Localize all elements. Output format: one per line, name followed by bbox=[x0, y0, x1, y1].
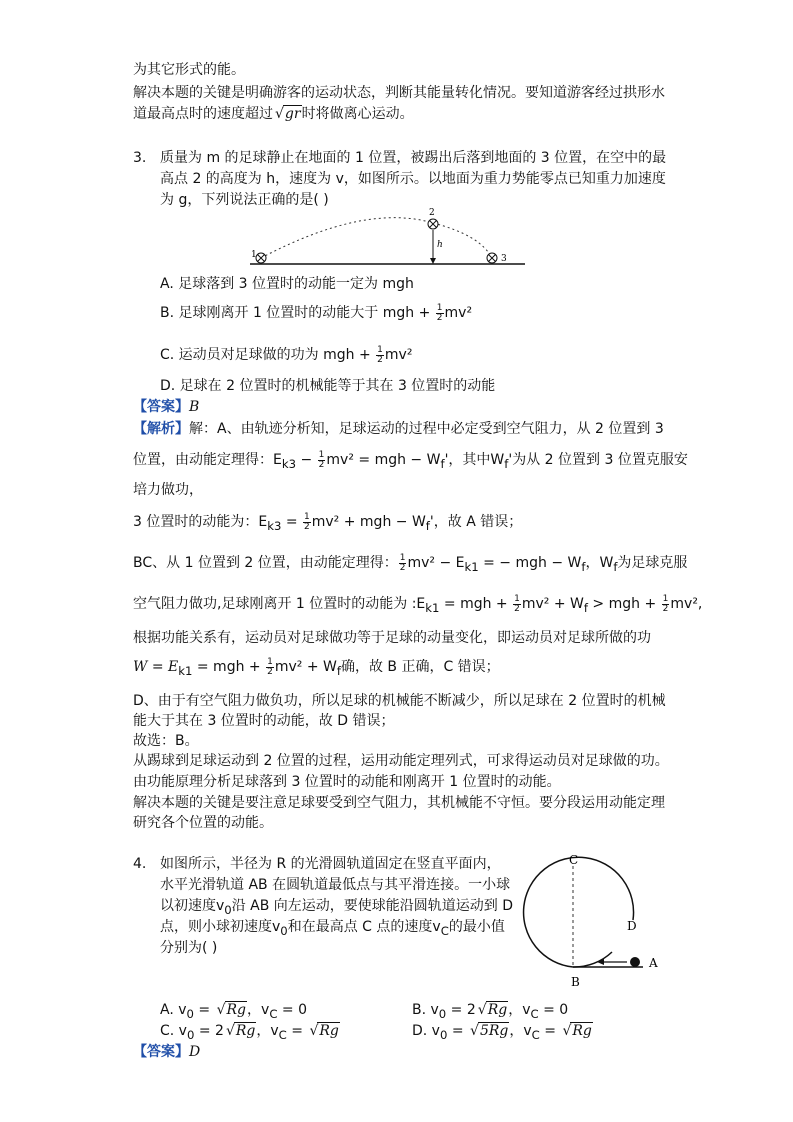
q4-option-b[interactable]: B. $v_0 = 2√$ Rg，$v_C = 0$ bbox=[412, 1000, 568, 1024]
label-1: 1 bbox=[251, 250, 257, 260]
q3-analysis-line-9: D、由于有空气阻力做负功，所以足球的机械能不断减少，所以足球在 2 位置时的机械 bbox=[133, 693, 666, 709]
q3-number: 3. bbox=[133, 150, 147, 166]
q3-option-c[interactable]: C. 运动员对足球做的功为 mgh + $\frac{1}{2}$ mv² bbox=[160, 344, 413, 365]
label-D: D bbox=[627, 919, 637, 933]
q3-stem-line-1: 质量为 m 的足球静止在地面的 1 位置，被踢出后落到地面的 3 位置，在空中的最 bbox=[160, 150, 667, 166]
q4-stem-line-3: 以初速度$v_0$沿 AB 向左运动，要使球能沿圆轨道运动到 D bbox=[160, 898, 514, 917]
q4-number: 4. bbox=[133, 856, 147, 872]
q4-stem-line-5: 分别为( ) bbox=[160, 940, 218, 956]
label-C: C bbox=[569, 853, 579, 867]
label-B: B bbox=[571, 975, 580, 989]
q4-option-d[interactable]: D. $v_0$ = √ 5Rg，$v_C$ = √ Rg bbox=[412, 1021, 593, 1045]
circular-track bbox=[524, 857, 634, 967]
label-A: A bbox=[649, 956, 658, 970]
intro-line-3: 道最高点时的速度超过√ gr时将做离心运动。 bbox=[133, 104, 414, 124]
ball-position-1-icon bbox=[256, 253, 266, 263]
q3-option-b[interactable]: B. 足球刚离开 1 位置时的动能大于 mgh + $\frac{1}{2}$ mv² bbox=[160, 302, 473, 323]
label-3: 3 bbox=[501, 254, 507, 264]
intro-line-2: 解决本题的关键是明确游客的运动状态，判断其能量转化情况。要知道游客经过拱形水 bbox=[133, 85, 665, 101]
q3-option-d[interactable]: D. 足球在 2 位置时的机械能等于其在 3 位置时的动能 bbox=[160, 378, 496, 394]
q3-analysis-line-11: 故选：B。 bbox=[133, 733, 199, 749]
q4-stem-line-2: 水平光滑轨道 AB 在圆轨道最低点与其平滑连接。一小球 bbox=[160, 877, 511, 893]
q3-analysis-line-5: BC、从 1 位置到 2 位置，由动能定理得： $\frac{1}{2}$ $mv^2 - E_{k1}$ = − mgh − $W_f$，$W_f$为足球克服 bbox=[133, 552, 688, 574]
q3-answer: 【答案】B bbox=[133, 399, 200, 415]
q4-stem-line-4: 点，则小球初速度$v_0$和在最高点 C 点的速度$v_C$的最小值 bbox=[160, 919, 505, 938]
ball-icon bbox=[630, 957, 640, 967]
trajectory-curve bbox=[261, 218, 492, 258]
q4-option-c[interactable]: C. $v_0 = 2√$ Rg，$v_C$ = √ Rg bbox=[160, 1021, 340, 1045]
q4-circular-track-figure bbox=[515, 850, 665, 990]
q3-analysis-line-2: 位置，由动能定理得：$E_{k3}$ − $\frac{1}{2}$ mv² = mgh − $W_f'$，其中$W_f'$为从 2 位置到 3 位置克服安 bbox=[133, 449, 688, 471]
q3-analysis-line-3: 培力做功， bbox=[133, 482, 203, 498]
q3-option-a[interactable]: A. 足球落到 3 位置时的动能一定为 mgh bbox=[160, 276, 414, 292]
q3-analysis-line-14: 解决本题的关键是要注意足球要受到空气阻力，其机械能不守恒。要分段运用动能定理 bbox=[133, 795, 665, 811]
q3-analysis-line-8: $W = E_{k1}$ = mgh + $\frac{1}{2}$ $mv^2 + W_f$确，故 B 正确，C 错误； bbox=[133, 656, 500, 678]
q3-analysis-line-7: 根据功能关系有，运动员对足球做功等于足球的动量变化，即运动员对足球所做的功 bbox=[133, 630, 651, 646]
q4-answer: 【答案】D bbox=[133, 1044, 201, 1060]
q3-analysis-line-15: 研究各个位置的动能。 bbox=[133, 815, 273, 831]
q3-analysis-line-12: 从踢球到足球运动到 2 位置的过程，运用动能定理列式，可求得运动员对足球做的功。 bbox=[133, 753, 669, 769]
q4-option-a[interactable]: A. $v_0$ = √ Rg，$v_C = 0$ bbox=[160, 1000, 307, 1024]
q3-stem-line-3: 为 g，下列说法正确的是( ) bbox=[160, 192, 329, 208]
q3-analysis-line-6: 空气阻力做功,足球刚离开 1 位置时的动能为 $:E_{k1}$ = mgh + $\frac{1}{2}$ $mv^2 + W_f$ > mgh + $\frac{1}{2}$ mv², bbox=[133, 593, 703, 615]
q3-stem-line-2: 高点 2 的高度为 h，速度为 v，如图所示。以地面为重力势能零点已知重力加速度 bbox=[160, 171, 666, 187]
label-h: h bbox=[437, 240, 443, 250]
intro-line-1: 为其它形式的能。 bbox=[133, 62, 245, 78]
q3-trajectory-figure bbox=[245, 205, 530, 270]
q3-analysis-line-10: 能大于其在 3 位置时的动能，故 D 错误； bbox=[133, 713, 395, 729]
q4-stem-line-1: 如图所示，半径为 R 的光滑圆轨道固定在竖直平面内， bbox=[160, 856, 501, 872]
q3-analysis-line-4: 3 位置时的动能为：$E_{k3}$ = $\frac{1}{2}$ mv² + mgh − $W_f'$，故 A 错误； bbox=[133, 511, 523, 533]
ball-position-3-icon bbox=[487, 253, 497, 263]
ball-position-2-icon bbox=[428, 219, 438, 229]
label-2: 2 bbox=[429, 208, 435, 218]
q3-analysis-line-1: 【解析】解：A、由轨迹分析知，足球运动的过程中必定受到空气阻力，从 2 位置到 3 bbox=[133, 421, 664, 437]
q3-analysis-line-13: 由功能原理分析足球落到 3 位置时的动能和刚离开 1 位置时的动能。 bbox=[133, 774, 561, 790]
